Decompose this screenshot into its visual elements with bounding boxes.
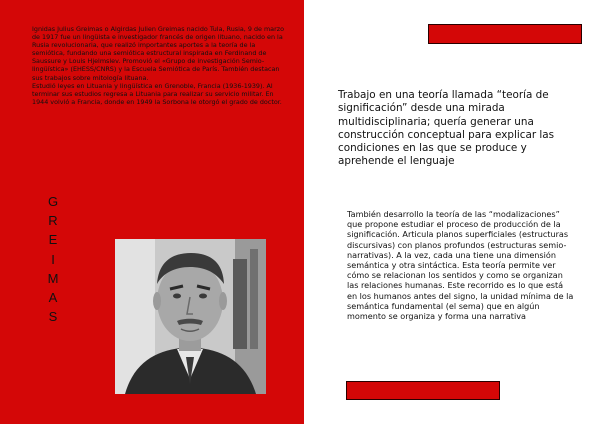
portrait-photo [115, 239, 266, 394]
top-red-bar [428, 24, 582, 44]
quote-text: Trabajo en una teoría llamada “teoría de significación” desde una mirada multidisciplinaria; quería generar una construcción conceptual para explicar las condiciones en las que se produce y aprehende el lenguaje [338, 89, 555, 168]
title-letter: G [47, 194, 59, 209]
biography-text [32, 25, 290, 106]
title-letter: I [51, 251, 55, 267]
title-letter: M [47, 270, 59, 286]
vertical-name-title [46, 192, 60, 326]
bottom-red-bar [346, 381, 500, 400]
body-text: También desarrollo la teoría de las “modalizaciones” que propone estudiar el proceso de producción de la significación. Articula planos superficiales (estructuras discursivas) con planos profundos (estructuras semio-narrativas). A la vez, cada una tiene una dimensión semántica y otra sintáctica. Esta teoría permite ver cómo se relacionan los sentidos y como se organizan las relaciones humanas. Este recorrido es lo que está en los humanos antes del signo, la unidad mínima de la semántica fundamental (el sema) que en algún momento se organiza y forma una narrativa [347, 209, 574, 322]
title-letter: A [48, 290, 58, 306]
biography-paragraph-2: Estudió leyes en Lituania y lingüística en Grenoble, Francia (1936-1939). Al terminar sus estudios regresa a Lituania para realizar su servicio militar. En 1944 volvió a Francia, donde en 1949 la Sorbona le otorgó el grado de doctor. [32, 81, 282, 106]
title-letter: S [48, 309, 58, 325]
title-letter: R [48, 213, 58, 229]
portrait-illustration [115, 239, 266, 394]
biography-paragraph-1: Ignidas Julius Greimas o Algirdas Julien Greimas nacido Tula, Rusia, 9 de marzo de 1917 fue un lingüista e investigador francés de origen lituano, nacido en la Rusia revolucionaria, que realizó importantes aportes a la teoría de la semiótica, fundando una semiótica estructural inspirada en Ferdinand de Saussure y Louis Hjelmslev. Promovió el «Grupo de investigación Semio-lingüística» (EHESS/CNRS) y la Escuela Semiótica de París. También destacan sus trabajos sobre mitología lituana. [32, 25, 284, 82]
title-letter: E [48, 232, 58, 248]
